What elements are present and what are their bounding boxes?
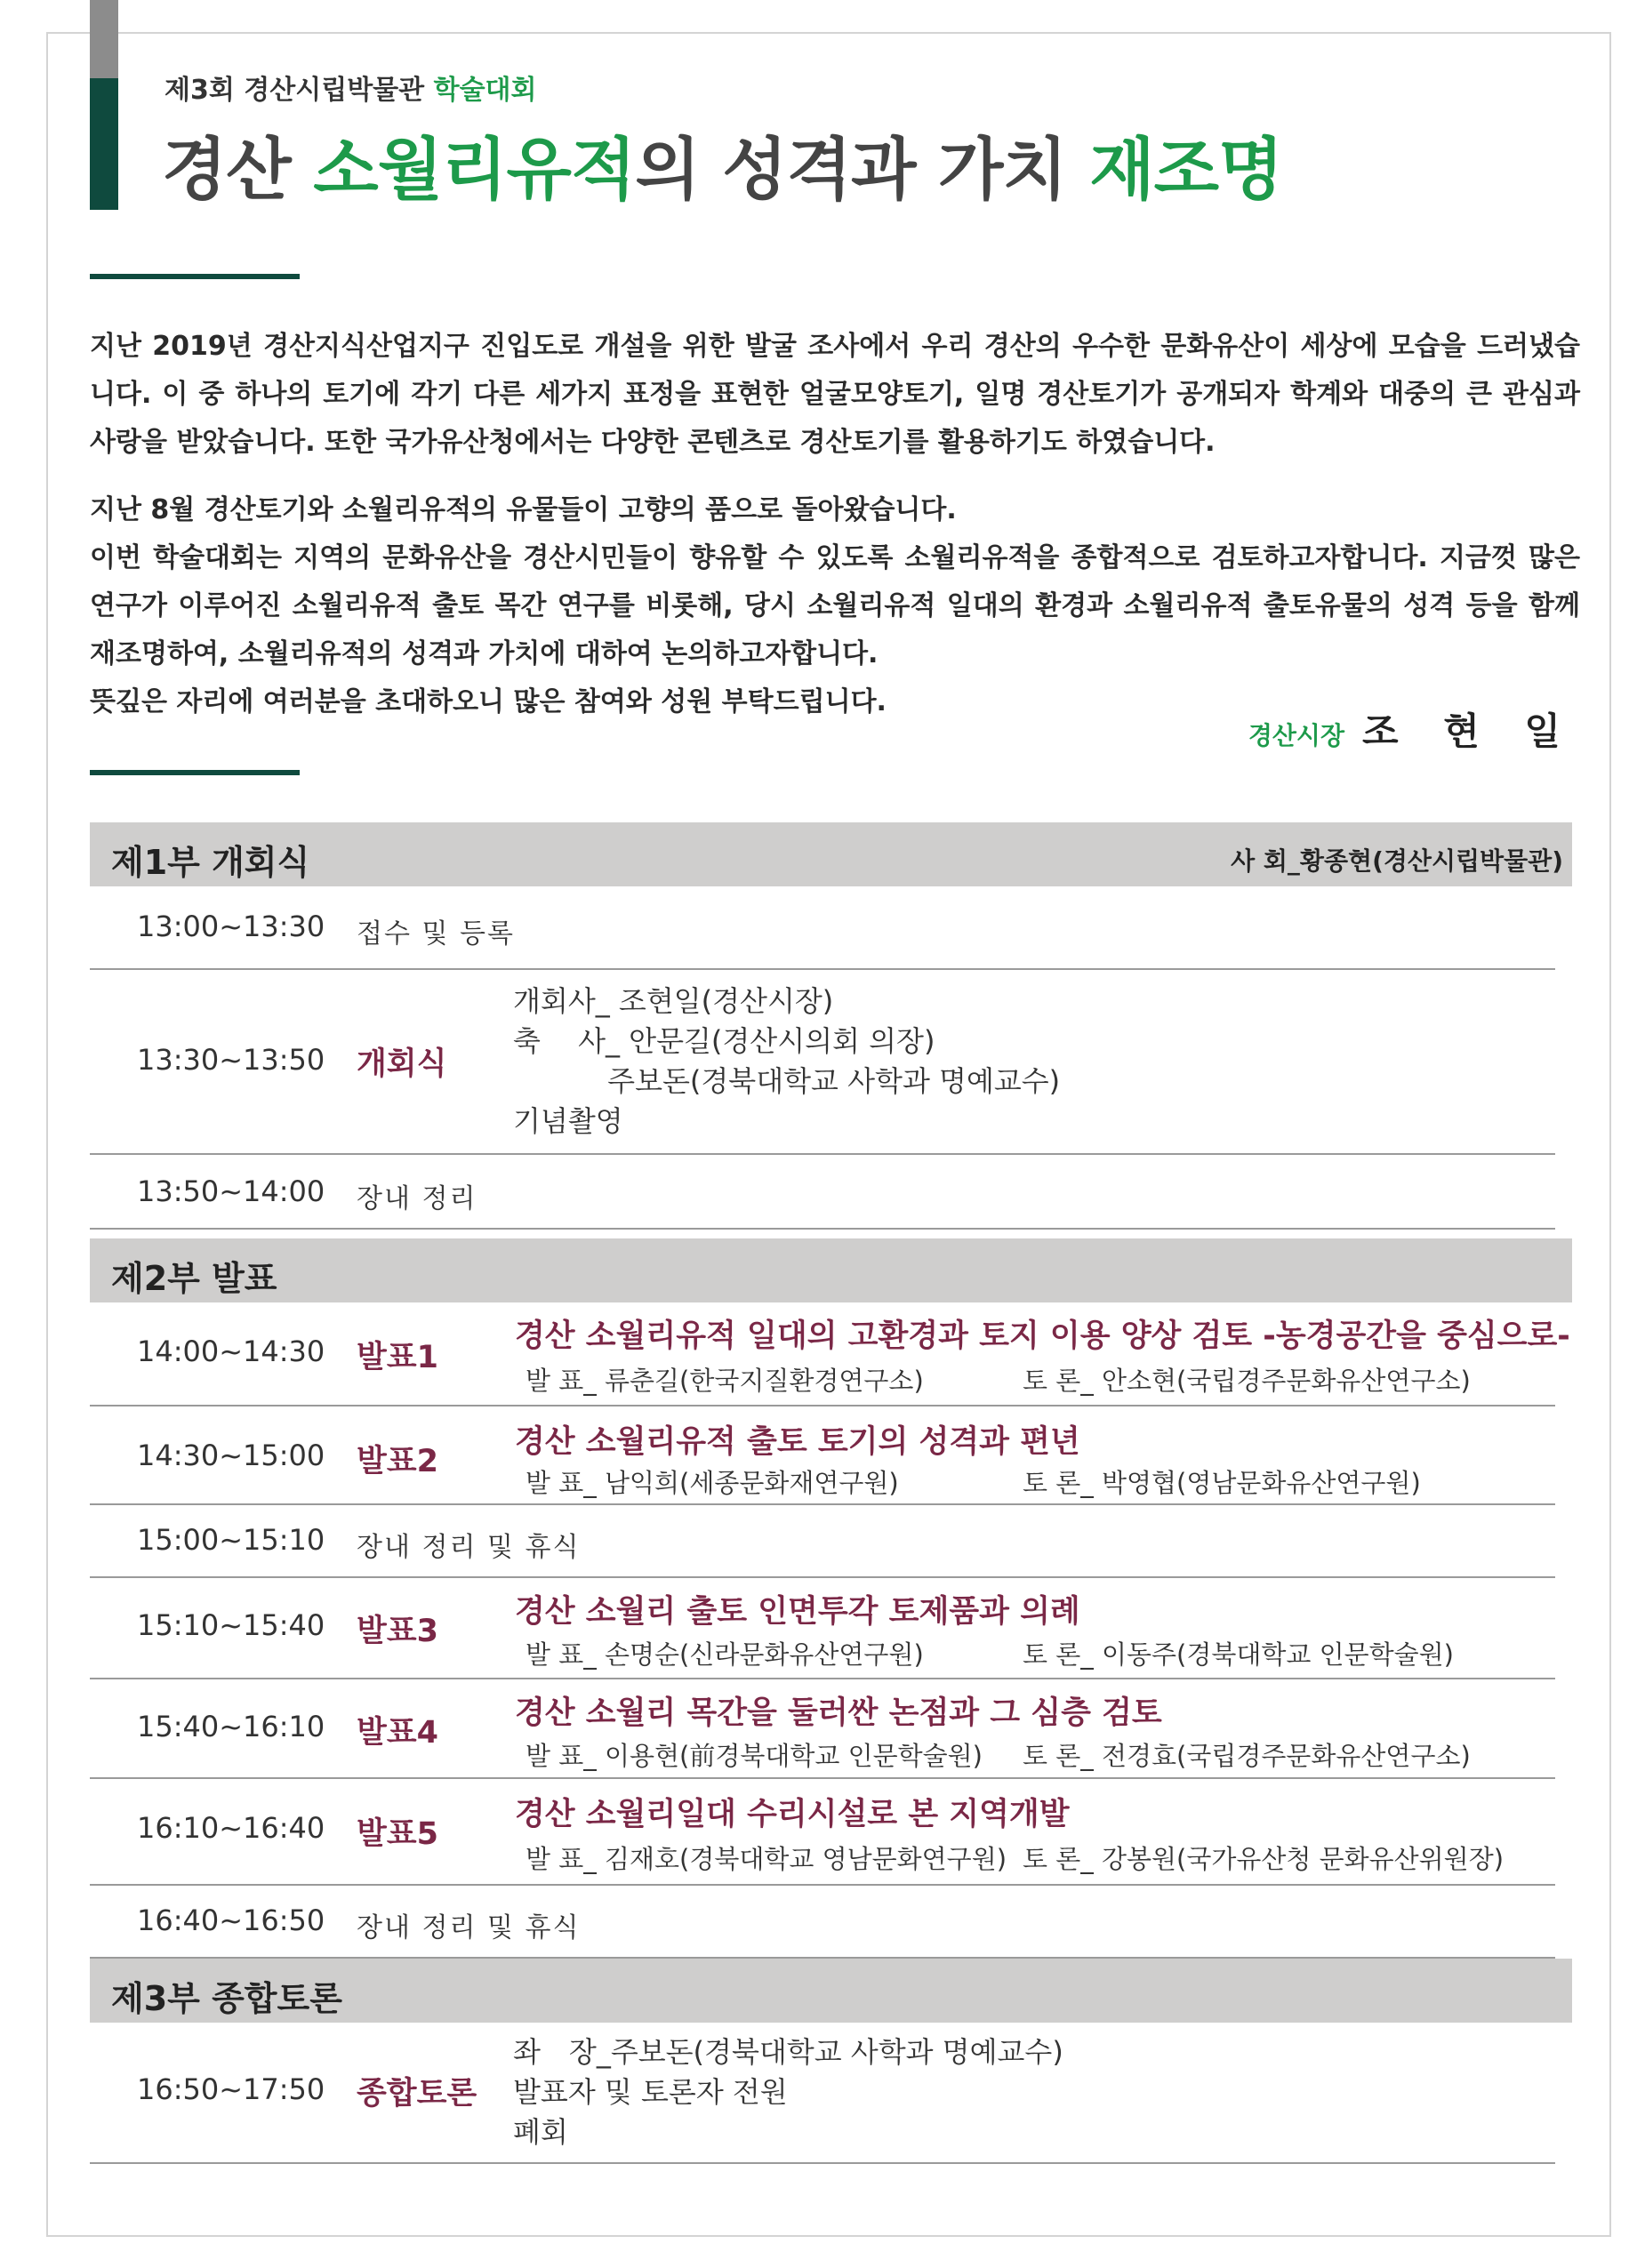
discussant: 토 론_ 전경효(국립경주문화유산연구소) — [1023, 1741, 1471, 1771]
row-label: 발표2 — [357, 1444, 438, 1479]
schedule-row — [90, 1779, 1555, 1886]
presentation-title: 경산 소월리유적 일대의 고환경과 토지 이용 양상 검토 -농경공간을 중심으로- — [515, 1318, 1570, 1354]
row-text: 장내 정리 — [357, 1183, 477, 1214]
event-subtitle — [165, 68, 537, 107]
row-label: 개회식 — [357, 1046, 447, 1082]
row-label: 발표1 — [357, 1340, 438, 1375]
intro-paragraph-1: 지난 2019년 경산지식산업지구 진입도로 개설을 위한 발굴 조사에서 우리 경산의 우수한 문화유산이 세상에 모습을 드러냈습니다. 이 중 하나의 토기에 각기 다른 세가지 표정을 표현한 얼굴모양토기, 일명 경산토기가 공개되자 학계와 대중의 큰 관심과 사랑을 받았습니다. 또한 국가유산청에서는 다양한 콘텐츠로 경산토기를 활용하기도 하였습니다. — [90, 331, 1580, 458]
presentation-title: 경산 소월리유적 출토 토기의 성격과 편년 — [515, 1424, 1080, 1460]
page-title — [162, 116, 1283, 212]
divider-rule — [90, 770, 300, 775]
intro-paragraph-2-body: 이번 학술대회는 지역의 문화유산을 경산시민들이 향유할 수 있도록 소월리유적을 종합적으로 검토하고자합니다. 지금껏 많은 연구가 이루어진 소월리유적 출토 목간 연구를 비롯해, 당시 소월리유적 일대의 환경과 소월리유적 출토유물의 성격 등을 함께 재조명하여, 소월리유적의 성격과 가치에 대하여 논의하고자합니다. — [90, 542, 1580, 669]
title-part: 경산 — [162, 130, 314, 209]
signature-block — [1248, 702, 1577, 756]
intro-paragraph-2-closing: 뜻깊은 자리에 여러분을 초대하오니 많은 참여와 성원 부탁드립니다. — [90, 686, 887, 717]
row-line: 주보돈(경북대학교 사학과 명예교수) — [513, 1064, 1061, 1098]
schedule-row — [90, 1302, 1570, 1406]
row-text: 장내 정리 및 휴식 — [357, 1912, 581, 1943]
section-title: 제2부 발표 — [111, 1259, 277, 1298]
schedule-row — [90, 1155, 1555, 1230]
title-part-accent: 소월리유적 — [313, 130, 636, 209]
row-text: 장내 정리 및 휴식 — [357, 1532, 581, 1563]
presenter: 발 표_ 남익희(세종문화재연구원) — [526, 1468, 899, 1498]
title-part: 의 성격과 가치 — [635, 130, 1090, 209]
row-time: 16:10~16:40 — [137, 1811, 325, 1845]
row-time: 14:30~15:00 — [137, 1439, 325, 1472]
schedule-row — [90, 1578, 1555, 1679]
row-text: 접수 및 등록 — [357, 918, 515, 950]
section-header-part3 — [90, 1959, 1572, 2023]
schedule-row — [90, 886, 1555, 970]
section-header-part1 — [90, 822, 1572, 886]
row-time: 16:50~17:50 — [137, 2072, 325, 2106]
header-accent-bar-green — [90, 78, 118, 210]
presenter: 발 표_ 김재호(경북대학교 영남문화연구원) — [526, 1844, 1007, 1874]
section-moderator: 사 회_황종현(경산시립박물관) — [1231, 846, 1563, 876]
event-subtitle-accent: 학술대회 — [433, 75, 537, 106]
row-line: 개회사_ 조현일(경산시장) — [513, 984, 834, 1018]
row-time: 13:30~13:50 — [137, 1043, 325, 1077]
row-label: 발표4 — [357, 1715, 438, 1751]
schedule-row — [90, 1679, 1555, 1779]
event-subtitle-main: 제3회 경산시립박물관 — [165, 75, 434, 106]
row-line: 기념촬영 — [513, 1104, 623, 1138]
schedule-row — [90, 1406, 1555, 1505]
schedule-row — [90, 2023, 1555, 2164]
presenter: 발 표_ 이용현(前경북대학교 인문학술원) — [526, 1741, 983, 1771]
row-label: 발표5 — [357, 1816, 438, 1852]
row-time: 13:00~13:30 — [137, 910, 325, 943]
presentation-title: 경산 소월리 목간을 둘러싼 논점과 그 심층 검토 — [515, 1695, 1162, 1731]
row-line: 축 사_ 안문길(경산시의회 의장) — [513, 1024, 935, 1058]
row-time: 15:10~15:40 — [137, 1608, 325, 1642]
discussant: 토 론_ 강봉원(국가유산청 문화유산위원장) — [1023, 1844, 1505, 1874]
schedule-row — [90, 970, 1555, 1155]
row-time: 13:50~14:00 — [137, 1174, 325, 1208]
row-line: 폐회 — [513, 2115, 568, 2149]
section-title: 제3부 종합토론 — [111, 1979, 342, 2018]
row-line: 좌 장_주보돈(경북대학교 사학과 명예교수) — [513, 2035, 1063, 2069]
row-label: 종합토론 — [357, 2076, 477, 2112]
row-time: 16:40~16:50 — [137, 1903, 325, 1937]
presentation-title: 경산 소월리 출토 인면투각 토제품과 의례 — [515, 1594, 1080, 1630]
section-header-part2 — [90, 1238, 1572, 1302]
discussant: 토 론_ 이동주(경북대학교 인문학술원) — [1023, 1639, 1454, 1670]
discussant: 토 론_ 박영협(영남문화유산연구원) — [1023, 1468, 1421, 1498]
row-time: 15:40~16:10 — [137, 1710, 325, 1743]
row-label: 발표3 — [357, 1614, 438, 1649]
row-time: 14:00~14:30 — [137, 1334, 325, 1368]
title-part-accent: 재조명 — [1089, 130, 1283, 209]
signer-name: 조 현 일 — [1362, 709, 1577, 753]
presentation-title: 경산 소월리일대 수리시설로 본 지역개발 — [515, 1797, 1070, 1832]
discussant: 토 론_ 안소현(국립경주문화유산연구소) — [1023, 1366, 1471, 1396]
presenter: 발 표_ 류춘길(한국지질환경연구소) — [526, 1366, 924, 1396]
section-title: 제1부 개회식 — [111, 843, 310, 882]
signer-role: 경산시장 — [1248, 721, 1345, 750]
schedule-row — [90, 1886, 1555, 1959]
schedule-row — [90, 1505, 1555, 1578]
intro-paragraph-2-opening: 지난 8월 경산토기와 소월리유적의 유물들이 고향의 품으로 돌아왔습니다. — [90, 494, 957, 525]
header-accent-bar-gray — [90, 0, 118, 78]
row-time: 15:00~15:10 — [137, 1523, 325, 1557]
row-line: 발표자 및 토론자 전원 — [513, 2075, 788, 2109]
presenter: 발 표_ 손명순(신라문화유산연구원) — [526, 1639, 924, 1670]
divider-rule — [90, 274, 300, 279]
